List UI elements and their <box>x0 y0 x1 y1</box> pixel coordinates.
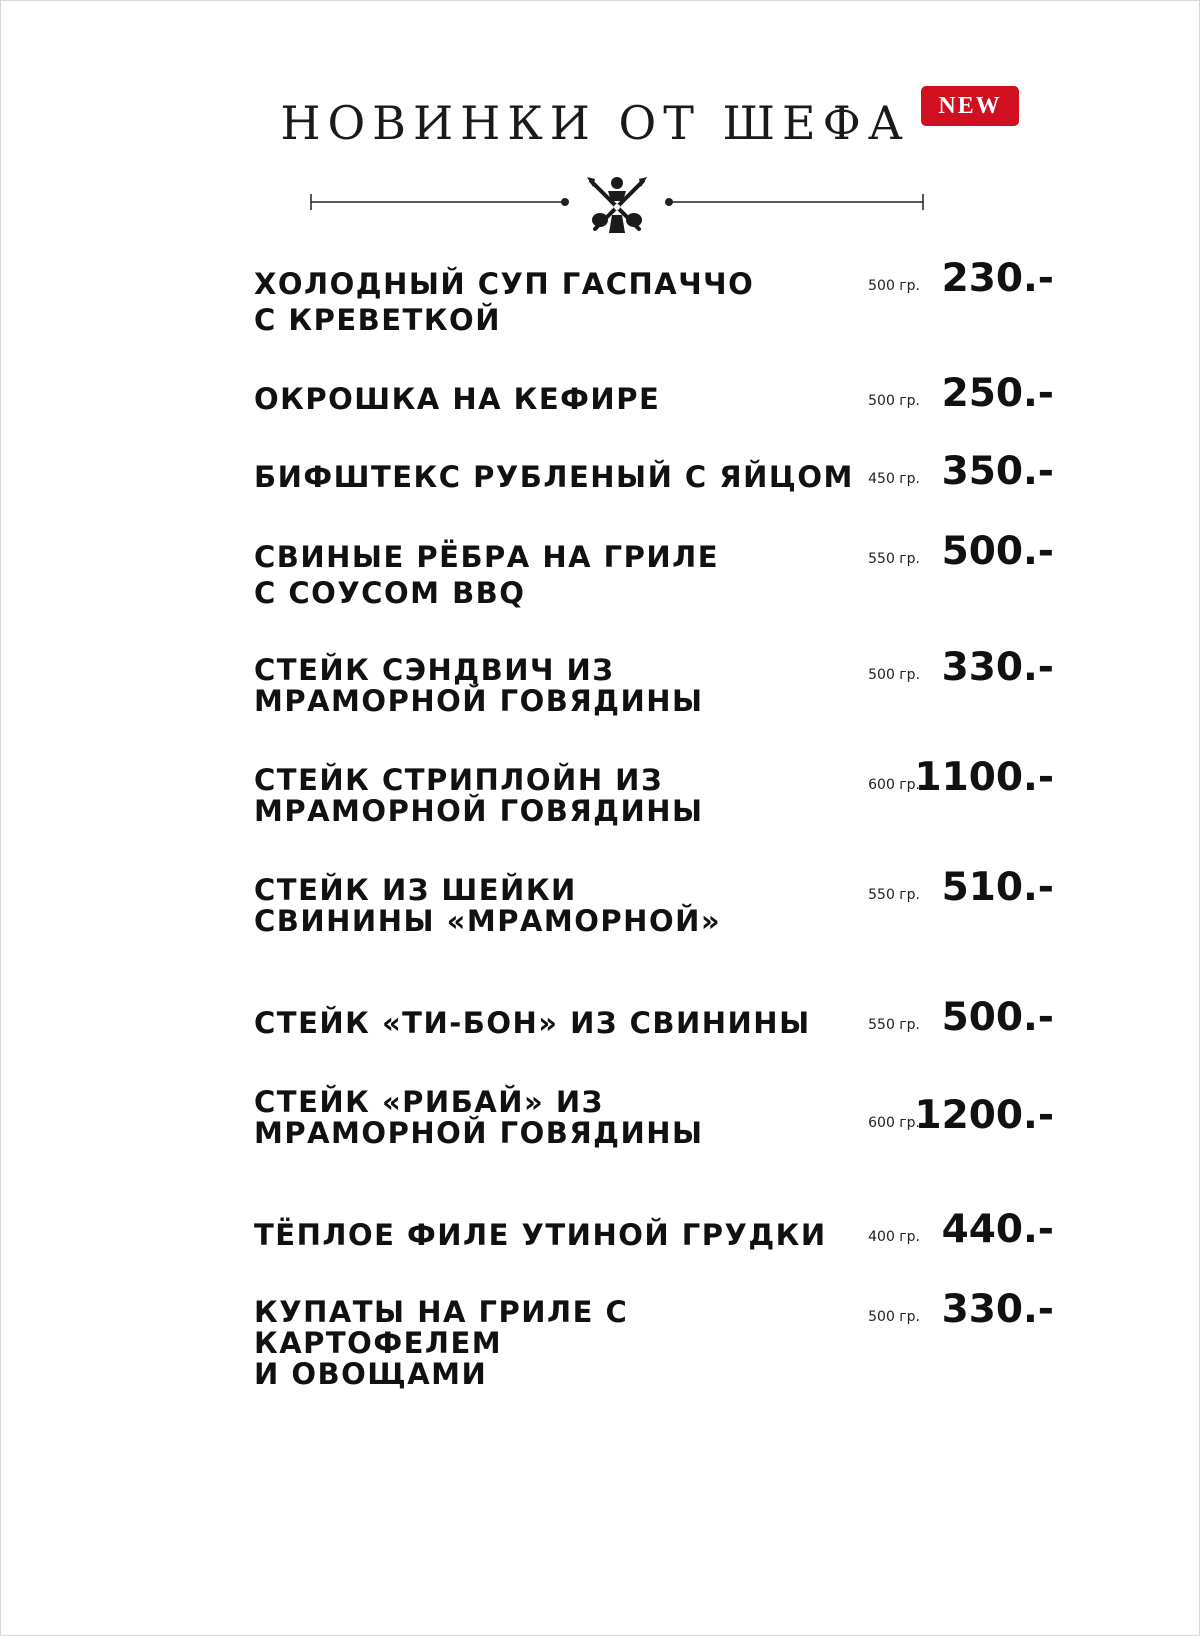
dish-price: 500.- <box>941 995 1054 1040</box>
dish-weight: 600 гр. <box>868 1115 920 1131</box>
dish-price: 1200.- <box>914 1093 1054 1138</box>
dish-price: 510.- <box>941 865 1054 910</box>
dish-name-line: БИФШТЕКС РУБЛЕНЫЙ С ЯЙЦОМ <box>254 460 854 494</box>
dish-name-line: МРАМОРНОЙ ГОВЯДИНЫ <box>254 684 704 718</box>
ornament-divider <box>309 169 925 241</box>
dish-name-line: И ОВОЩАМИ <box>254 1357 488 1391</box>
dish-name-line: ОКРОШКА НА КЕФИРЕ <box>254 382 661 416</box>
dish-weight: 550 гр. <box>868 1017 920 1033</box>
dish-weight: 550 гр. <box>868 551 920 567</box>
dish-name-line: СТЕЙК ИЗ ШЕЙКИ <box>254 873 577 907</box>
dish-price: 230.- <box>941 256 1054 301</box>
dish-name <box>254 266 864 338</box>
dish-name <box>254 655 864 717</box>
dish-name <box>254 1297 874 1390</box>
dish-price: 1100.- <box>914 755 1054 800</box>
dish-price: 250.- <box>941 371 1054 416</box>
dish-name-line: СВИНЫЕ РЁБРА НА ГРИЛЕ <box>254 540 720 574</box>
dish-name <box>254 381 864 417</box>
dish-weight: 500 гр. <box>868 278 920 294</box>
dish-weight: 500 гр. <box>868 1309 920 1325</box>
dish-name-line: ХОЛОДНЫЙ СУП ГАСПАЧЧО <box>254 267 755 301</box>
dish-name <box>254 459 864 495</box>
dish-weight: 400 гр. <box>868 1229 920 1245</box>
dish-price: 500.- <box>941 529 1054 574</box>
dish-price: 350.- <box>941 449 1054 494</box>
dish-name <box>254 539 864 611</box>
dish-name-line: ТЁПЛОЕ ФИЛЕ УТИНОЙ ГРУДКИ <box>254 1218 827 1252</box>
dish-name-line: МРАМОРНОЙ ГОВЯДИНЫ <box>254 794 704 828</box>
dish-name-line: С СОУСОМ BBQ <box>254 576 526 610</box>
dish-weight: 550 гр. <box>868 887 920 903</box>
dish-price: 330.- <box>941 645 1054 690</box>
dish-name-line: МРАМОРНОЙ ГОВЯДИНЫ <box>254 1116 704 1150</box>
dish-weight: 600 гр. <box>868 777 920 793</box>
dish-price: 330.- <box>941 1287 1054 1332</box>
dish-name-line: СТЕЙК СЭНДВИЧ ИЗ <box>254 653 615 687</box>
dish-name <box>254 1005 864 1041</box>
dish-name-line: СВИНИНЫ «МРАМОРНОЙ» <box>254 904 722 938</box>
title-block <box>1 96 1199 150</box>
dish-price: 440.- <box>941 1207 1054 1252</box>
dish-weight: 500 гр. <box>868 667 920 683</box>
page-title: НОВИНКИ ОТ ШЕФА <box>280 96 910 150</box>
dish-name-line: СТЕЙК СТРИПЛОЙН ИЗ <box>254 763 664 797</box>
dish-name <box>254 765 864 827</box>
divider-right-dot <box>665 198 673 206</box>
dish-name-line: СТЕЙК «ТИ-БОН» ИЗ СВИНИНЫ <box>254 1006 811 1040</box>
crossed-knives-icon <box>587 177 647 233</box>
dish-name-line: КУПАТЫ НА ГРИЛЕ С КАРТОФЕЛЕМ <box>254 1295 629 1360</box>
dish-name <box>254 1217 864 1253</box>
new-badge: NEW <box>921 86 1019 126</box>
dish-weight: 500 гр. <box>868 393 920 409</box>
dish-weight: 450 гр. <box>868 471 920 487</box>
dish-name <box>254 1087 864 1149</box>
divider-left-dot <box>561 198 569 206</box>
dish-name-line: СТЕЙК «РИБАЙ» ИЗ <box>254 1085 604 1119</box>
dish-name-line: С КРЕВЕТКОЙ <box>254 303 501 337</box>
dish-name <box>254 875 864 937</box>
